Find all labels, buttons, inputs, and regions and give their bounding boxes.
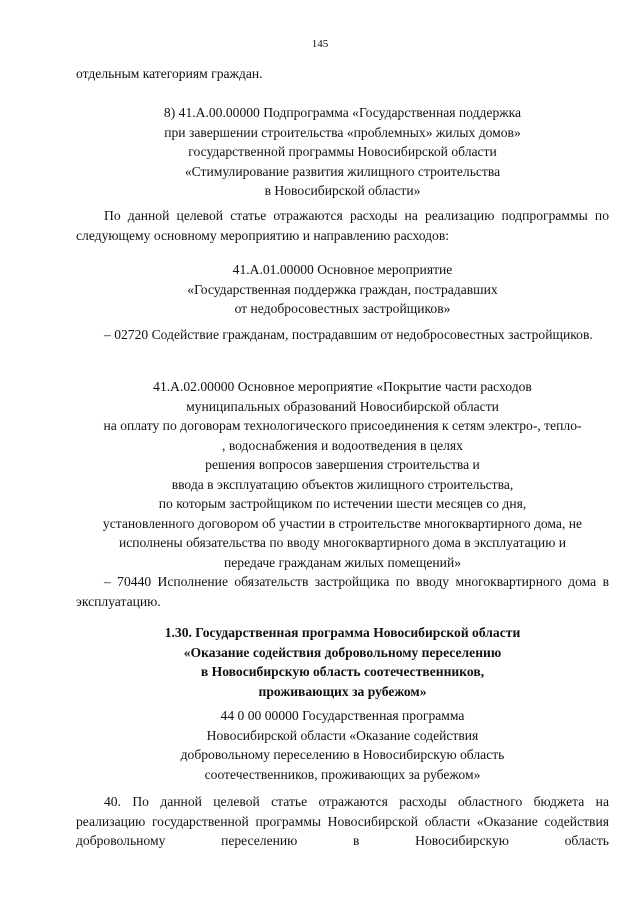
heading-line: на оплату по договорам технологического присоединения к сетям электро-, тепло-	[103, 418, 582, 433]
heading-line: по которым застройщиком по истечении шести месяцев со дня,	[158, 496, 527, 511]
heading-line: «Оказание содействия добровольному переселению	[183, 644, 502, 660]
heading-line: при завершении строительства «проблемных» жилых домов»	[164, 124, 521, 140]
heading-measure-a02	[66, 377, 619, 572]
heading-line: «Государственная поддержка граждан, пострадавших	[187, 281, 498, 297]
heading-line: исполнены обязательства по вводу многоквартирного дома в эксплуатацию и	[118, 535, 567, 550]
heading-line: передаче гражданам жилых помещений»	[223, 554, 462, 570]
heading-line: ввода в эксплуатацию объектов жилищного строительства,	[171, 476, 514, 492]
heading-program-44	[76, 706, 609, 784]
heading-line: 41.А.02.00000 Основное мероприятие «Покрытие части расходов	[153, 379, 532, 394]
heading-line: решения вопросов завершения строительства и	[205, 457, 480, 472]
heading-subprogram-8	[76, 103, 609, 201]
heading-line: 8) 41.А.00.00000 Подпрограмма «Государственная поддержка	[163, 105, 522, 120]
paragraph-40: 40. По данной целевой статье отражаются расходы областного бюджета на реализацию государственной программы Новосибирской области «Оказание содействия добровольному переселению в Новосибирскую область	[76, 794, 609, 848]
heading-line: 44 0 00 00000 Государственная программа	[220, 708, 465, 723]
heading-line: от недобросовестных застройщиков»	[234, 301, 451, 316]
page-number: 145	[311, 38, 329, 50]
paragraph-continuation: отдельным категориям граждан.	[76, 66, 263, 81]
heading-line: установленного договором об участии в строительстве многоквартирного дома, не	[102, 515, 583, 531]
heading-line: «Стимулирование развития жилищного строительства	[184, 163, 501, 179]
heading-line: , водоснабжения и водоотведения в целях	[222, 437, 463, 453]
heading-line: соотечественников, проживающих за рубежом»	[204, 766, 481, 782]
heading-line: добровольному переселению в Новосибирскую область	[180, 747, 505, 762]
paragraph-intro: По данной целевой статье отражаются расходы на реализацию подпрограммы по следующему основному мероприятию и направлению расходов:	[76, 208, 609, 243]
heading-measure-a01	[76, 260, 609, 319]
paragraph-expense-02720: – 02720 Содействие гражданам, пострадавшим от недобросовестных застройщиков.	[104, 327, 593, 342]
heading-line: в Новосибирскую область соотечественников,	[200, 664, 485, 679]
heading-line: 1.30. Государственная программа Новосибирской области	[164, 625, 521, 640]
heading-line: проживающих за рубежом»	[258, 683, 427, 699]
heading-line: 41.А.01.00000 Основное мероприятие	[232, 262, 453, 277]
heading-line: Новосибирской области «Оказание содействия	[206, 727, 479, 743]
heading-line: муниципальных образований Новосибирской области	[186, 398, 499, 414]
heading-section-1-30	[76, 623, 609, 701]
paragraph-expense-70440: – 70440 Исполнение обязательств застройщика по вводу многоквартирного дома в эксплуатацию.	[76, 574, 609, 609]
heading-line: в Новосибирской области»	[264, 183, 421, 198]
heading-line: государственной программы Новосибирской области	[188, 144, 497, 159]
